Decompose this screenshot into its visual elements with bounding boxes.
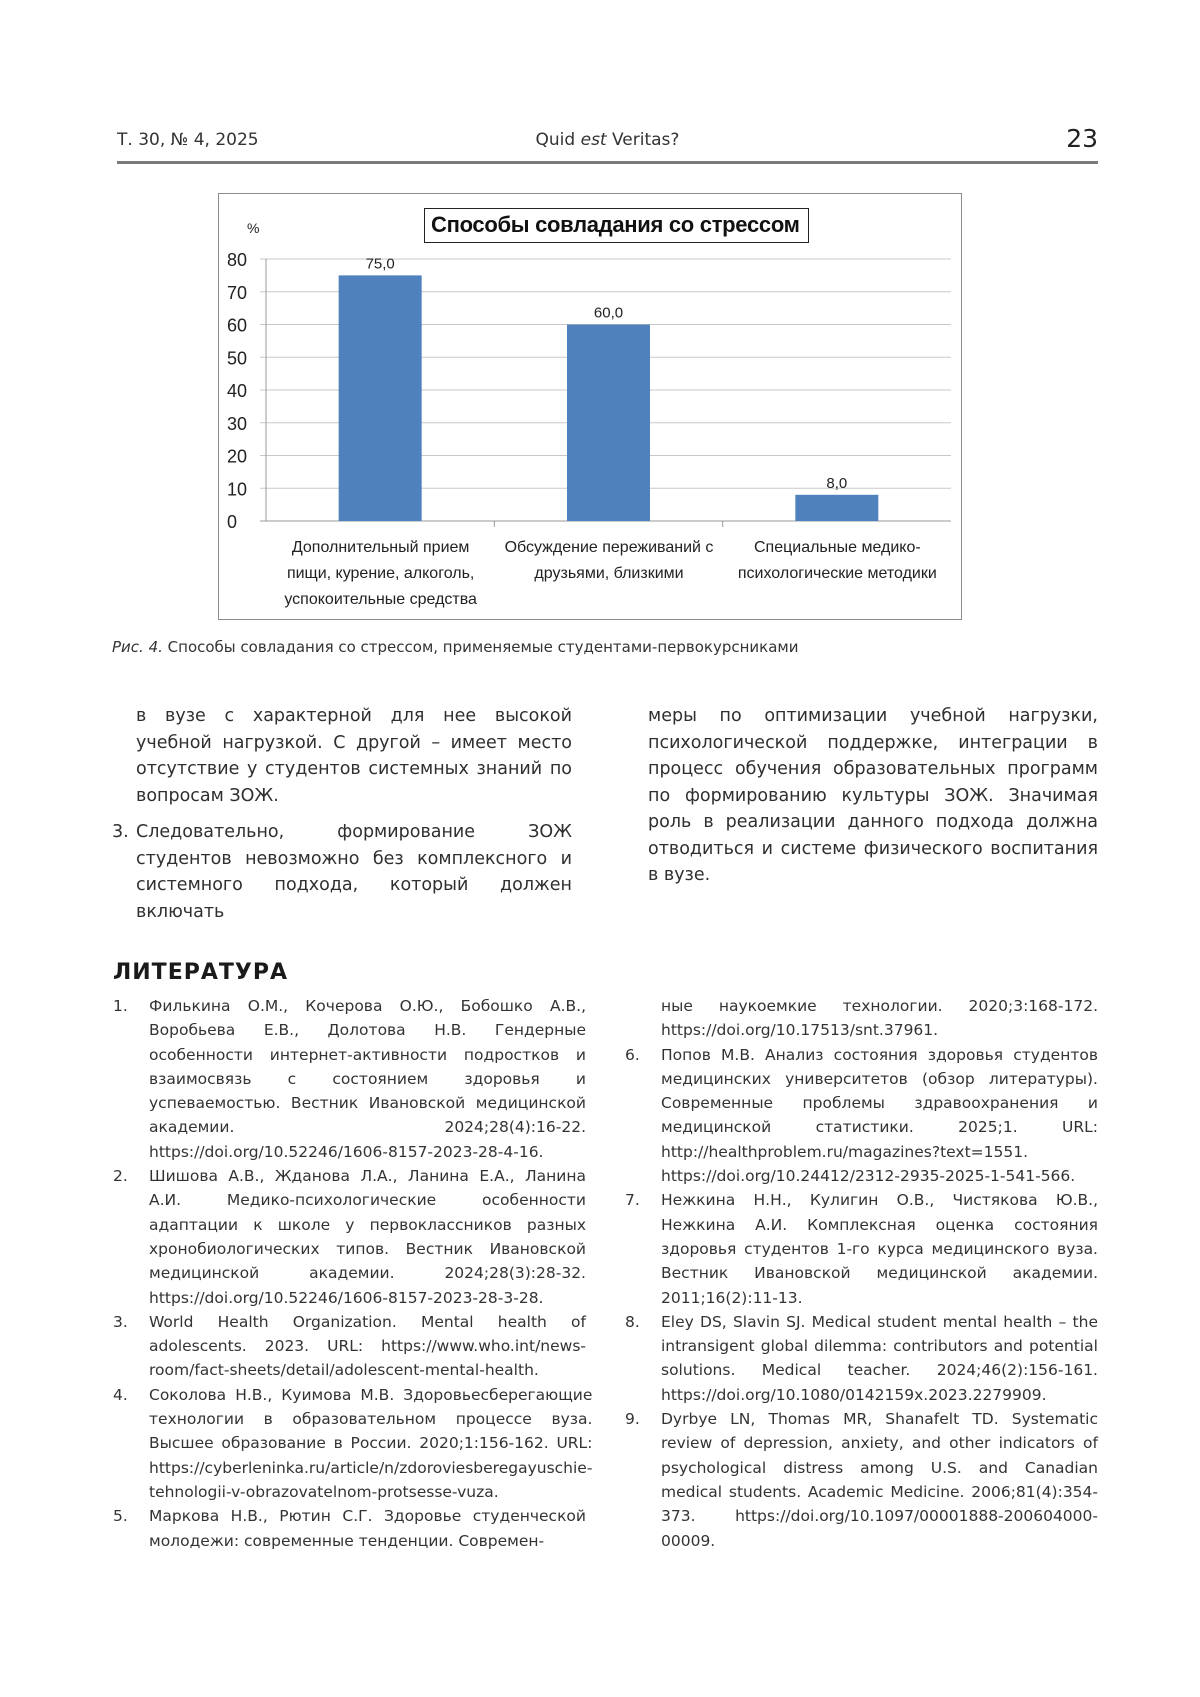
references-right-column [625, 994, 1098, 1553]
x-category-label-line: Дополнительный прием [291, 539, 470, 556]
header-divider [117, 161, 1098, 164]
reference-item: 1. Филькина О.М., Кочерова О.Ю., Бобошко А.В., Воробьева Е.В., Долотова Н.В. Гендерные особенности интернет-активности подростков и взаимосвязь с состоянием здоровья и успеваемостью. Вестник Ивановской медицинской академии. 2024;28(4):16-22. https://doi.org/10.52246/1606-8157-2023-28-4-16. [113, 997, 586, 1161]
figure-caption [112, 638, 798, 656]
reference-item: 3. World Health Organization. Mental health of adolescents. 2023. URL: https://www.who.int/news-room/fact-sheets/detail/adolescent-mental-health. [113, 1312, 586, 1380]
figure-label: Рис. 4. [112, 638, 163, 656]
running-header [117, 126, 1098, 158]
reference-item: 2. Шишова А.В., Жданова Л.А., Ланина Е.А., Ланина А.И. Медико-психологические особенности адаптации к школе у первоклассников разных хронобиологических типов. Вестник Ивановской медицинской академии. 2024;28(3):28-32. https://doi.org/10.52246/1606-8157-2023-28-3-28. [113, 1167, 586, 1307]
data-label: 8,0 [826, 474, 848, 492]
reference-item: 4. Соколова Н.В., Куимова М.В. Здоровьесберегающие технологии в образовательном процессе вуза. Высшее образование в России. 2020;1:156-162. URL: https://cyberleninka.ru/article/n/zdoroviesberegayuschie-tehnologii-v-obrazovatelnom-protsesse-vuza. [113, 1385, 593, 1501]
y-tick-label: 20 [227, 446, 248, 467]
figure-caption-text: Способы совладания со стрессом, применяемые студентами-первокурсниками [162, 638, 799, 656]
reference-item: 9. Dyrbye LN, Thomas MR, Shanafelt TD. Systematic review of depression, anxiety, and other indicators of psychological distress among U.S. and Canadian medical students. Academic Medicine. 2006;81(4):354-373. https://doi.org/10.1097/00001888-200604000-00009. [625, 1410, 1098, 1550]
data-label: 60,0 [593, 304, 624, 322]
reference-item: 5. Маркова Н.В., Рютин С.Г. Здоровье студенческой молодежи: современные тенденции. Современ- [113, 1507, 586, 1550]
y-tick-label: 70 [227, 282, 248, 303]
y-tick-label: 80 [227, 250, 248, 270]
y-tick-label: 50 [227, 348, 248, 369]
body-right-column [648, 703, 1098, 889]
reference-item: 8. Eley DS, Slavin SJ. Medical student mental health – the intransigent global dilemma: contributors and potential solutions. Medical teacher. 2024;46(2):156-161. https://doi.org/10.1080/0142159x.2023.2279909. [625, 1312, 1098, 1404]
body-left-column [112, 703, 572, 925]
item-number: 3. [112, 822, 129, 842]
y-tick-label: 30 [227, 413, 248, 434]
journal-title: Quid est Veritas? [535, 130, 680, 150]
y-tick-label: 60 [227, 315, 248, 336]
chart-figure [218, 193, 962, 620]
chart-title: Способы совладания со стрессом [424, 208, 809, 243]
y-tick-label: 40 [227, 381, 248, 401]
y-tick-label: 10 [227, 479, 248, 500]
bar [567, 325, 650, 522]
reference-item: 7. Нежкина Н.Н., Кулигин О.В., Чистякова Ю.В., Нежкина А.И. Комплексная оценка состояния здоровья студентов 1-го курса медицинского вуза. Вестник Ивановской медицинской академии. 2011;16(2):11-13. [625, 1191, 1098, 1307]
reference-item: 6. Попов М.В. Анализ состояния здоровья студентов медицинских университетов (обзор литературы). Современные проблемы здравоохранения и медицинской статистики. 2025;1. URL: http://healthproblem.ru/magazines?text=1551. https://doi.org/10.24412/2312-2935-2025-1-541-566. [625, 1045, 1098, 1186]
x-category-label [502, 535, 717, 587]
journal-volume: Т. 30, № 4, 2025 [117, 130, 259, 150]
references-left-column [113, 994, 593, 1553]
y-axis-unit: % [247, 220, 260, 236]
item-text: Следовательно, формирование ЗОЖ студентов невозможно без комплексного и системного подхода, который должен включать [136, 822, 572, 922]
paragraph-text: меры по оптимизации учебной нагрузки, психологической поддержке, интеграции в процесс обучения образовательных программ по формированию культуры ЗОЖ. Значимая роль в реализации данного подхода должна отводиться и системе физического воспитания в вузе. [648, 706, 1098, 885]
numbered-conclusion [112, 819, 572, 925]
bar [339, 275, 422, 521]
page-number: 23 [1066, 124, 1098, 153]
x-category-label-line: успокоительные средства [284, 591, 477, 608]
x-category-label [730, 535, 945, 587]
x-category-label [273, 535, 488, 613]
x-category-label-line: пищи, курение, алкоголь, [286, 565, 475, 582]
paragraph-continuation: в вузе с характерной для нее высокой учебной нагрузкой. С другой – имеет место отсутствие у студентов системных знаний по вопросам ЗОЖ. [136, 706, 572, 806]
x-category-label-line: Специальные медико- [753, 539, 921, 556]
data-label: 75,0 [365, 255, 395, 273]
y-tick-label: 0 [227, 512, 238, 532]
x-category-label-line: друзьями, близкими [534, 565, 684, 582]
bar [795, 495, 878, 521]
x-category-label-line: Обсуждение переживаний с [504, 539, 714, 556]
reference-continuation: ные наукоемкие технологии. 2020;3:168-172. https://doi.org/10.17513/snt.37961. [661, 997, 1098, 1040]
literature-heading: ЛИТЕРАТУРА [113, 960, 288, 985]
x-category-label-line: психологические методики [737, 565, 937, 582]
